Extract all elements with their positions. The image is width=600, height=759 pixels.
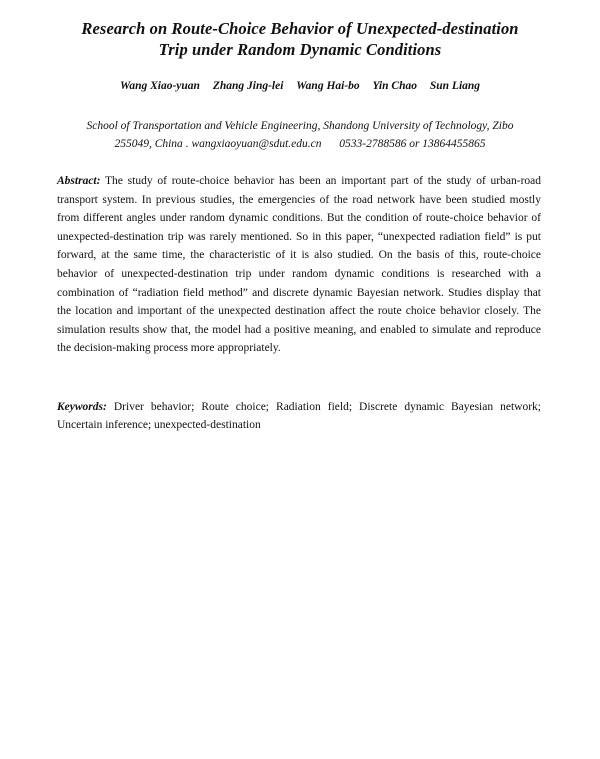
author-list bbox=[40, 79, 560, 93]
abstract-section bbox=[57, 172, 541, 358]
author-name: Wang Hai-bo bbox=[296, 80, 360, 92]
author-name: Wang Xiao-yuan bbox=[119, 80, 200, 92]
paper-title-line-2: Trip under Random Dynamic Conditions bbox=[158, 40, 442, 59]
keywords-label: Keywords: bbox=[57, 401, 107, 413]
abstract-text: The study of route-choice behavior has been an important part of the study of urban-road transport system. In previous studies, the emergencies of the road network have been studied mostly from different angles under random dynamic conditions. But the condition of route-choice behavior of unexpected-destination trip was rarely mentioned. So in this paper, “unexpected radiation field” is put forward, at the same time, the characteristic of it is also studied. On the basis of this, route-choice behavior of unexpected-destination trip under random dynamic conditions is researched with a combination of “radiation field method” and discrete dynamic Bayesian network. Studies display that the location and important of the unexpected destination affect the route choice behavior closely. The simulation results show that, the model had a positive meaning, and enabled to simulate and reproduce the decision-making process more appropriately. bbox=[57, 175, 542, 355]
affiliation-line-1: School of Transportation and Vehicle Engineering, Shandong University of Technology, Zibo bbox=[86, 120, 514, 132]
author-name: Zhang Jing-lei bbox=[212, 80, 284, 92]
paper-title-line-1: Research on Route-Choice Behavior of Unexpected-destination bbox=[81, 19, 519, 38]
author-name: Sun Liang bbox=[429, 80, 481, 92]
abstract-label: Abstract: bbox=[57, 175, 101, 187]
author-name: Yin Chao bbox=[372, 80, 417, 92]
keywords-text: Driver behavior; Route choice; Radiation field; Discrete dynamic Bayesian network; Uncertain inference; unexpected-destination bbox=[57, 401, 541, 431]
affiliation-postcode-city: 255049, China bbox=[114, 138, 183, 150]
affiliation-line-2: 255049, China . wangxiaoyuan@sdut.edu.cn 0533-2788586 or 13864455865 bbox=[114, 138, 486, 150]
contact-email: wangxiaoyuan@sdut.edu.cn bbox=[191, 138, 322, 150]
keywords-section bbox=[57, 398, 541, 434]
contact-phone: 0533-2788586 or 13864455865 bbox=[339, 138, 486, 150]
